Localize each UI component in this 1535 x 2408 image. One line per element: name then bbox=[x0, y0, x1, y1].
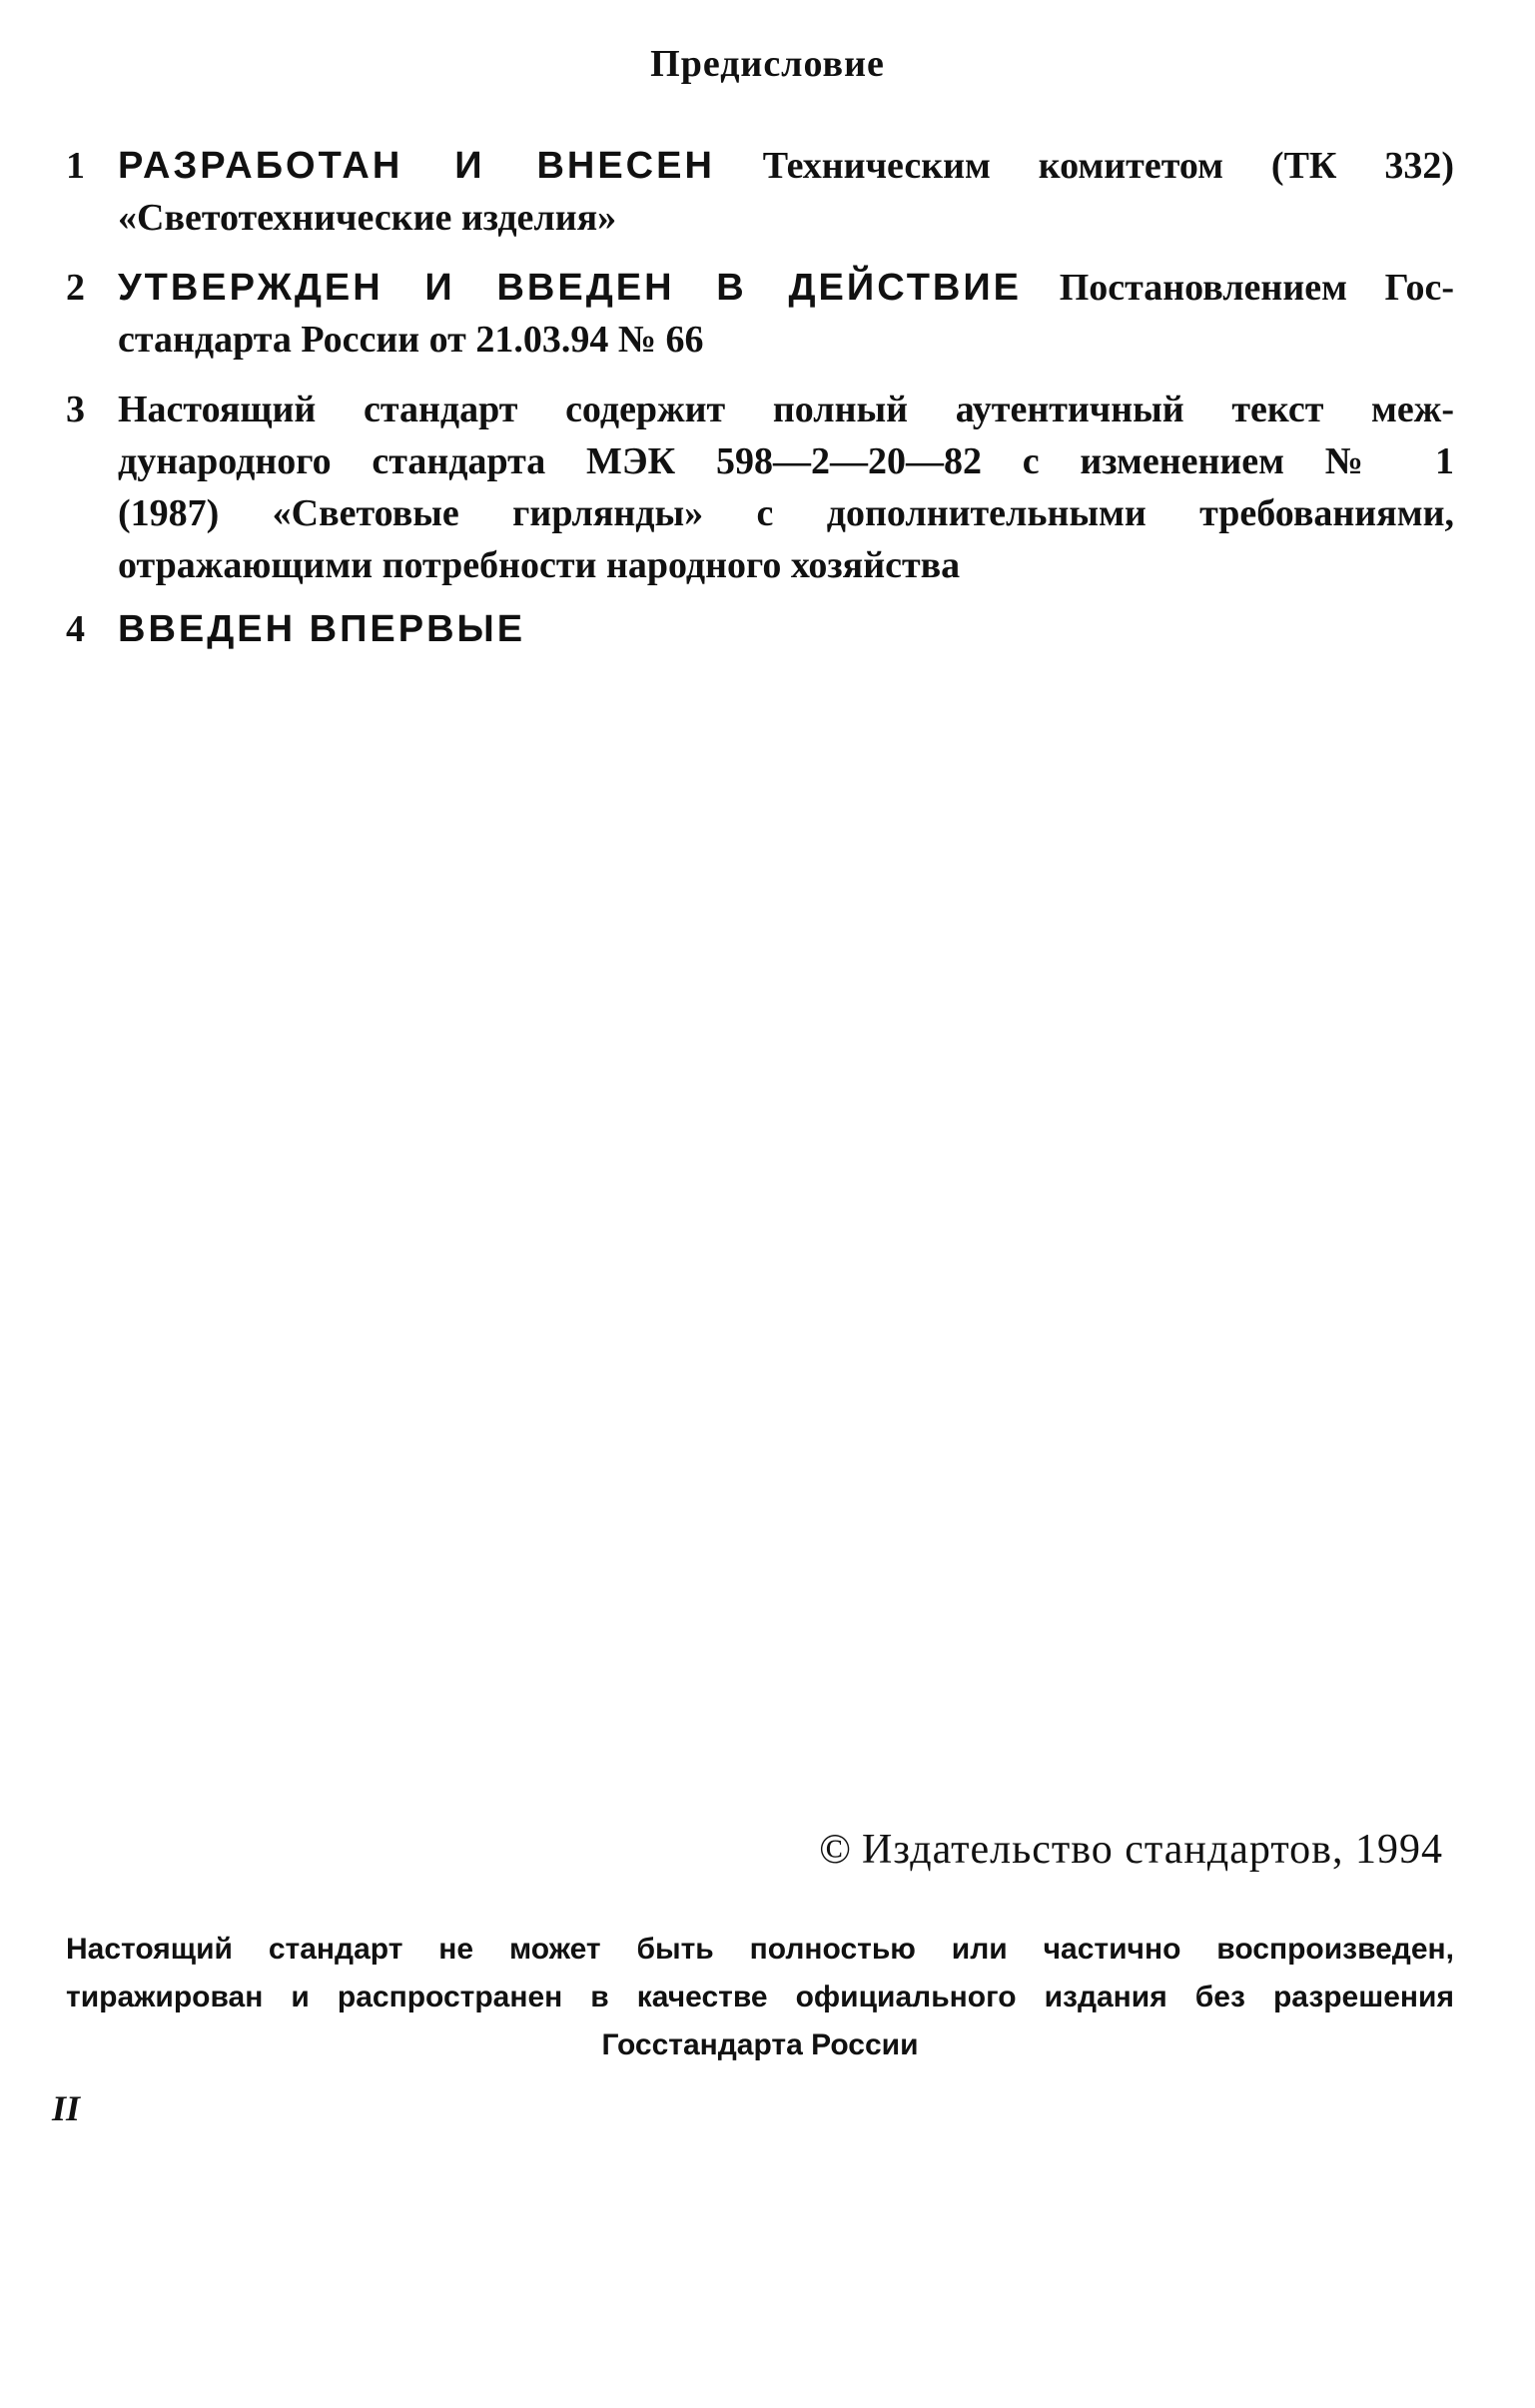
copyright-line bbox=[819, 1826, 1443, 1874]
item-line: «Светотехнические изделия» bbox=[118, 197, 617, 239]
copyright-text: Издательство стандартов, 1994 bbox=[862, 1827, 1443, 1873]
item-line bbox=[118, 140, 1454, 192]
list-item-3 bbox=[66, 384, 1454, 591]
item-line: (1987) «Световые гирлянды» с дополнительными требованиями, bbox=[118, 492, 1454, 534]
notice-line: Госстандарта России bbox=[601, 2028, 919, 2061]
item-body bbox=[118, 603, 1454, 655]
list-item-1 bbox=[66, 140, 1454, 244]
item-line bbox=[118, 262, 1454, 314]
page-title: Предисловие bbox=[650, 43, 885, 85]
item-number: 1 bbox=[66, 145, 85, 187]
reproduction-notice bbox=[66, 1926, 1454, 2069]
copyright-icon: © bbox=[819, 1827, 853, 1873]
notice-line: тиражирован и распространен в качестве официального издания без разрешения bbox=[66, 1981, 1454, 2013]
item-line bbox=[118, 603, 1454, 655]
item-body bbox=[118, 140, 1454, 244]
list-item-2 bbox=[66, 262, 1454, 366]
item-body bbox=[118, 384, 1454, 591]
item-text: Постановлением Гос- bbox=[1022, 267, 1454, 309]
page-number: II bbox=[52, 2088, 81, 2128]
item-number: 3 bbox=[66, 389, 85, 430]
item-line: Настоящий стандарт содержит полный аутентичный текст меж- bbox=[118, 389, 1454, 430]
item-caps-text: ВВЕДЕН ВПЕРВЫЕ bbox=[118, 608, 526, 650]
item-line: стандарта России от 21.03.94 № 66 bbox=[118, 319, 704, 361]
item-caps-text: УТВЕРЖДЕН И ВВЕДЕН В ДЕЙСТВИЕ bbox=[118, 267, 1023, 309]
item-text: Техническим комитетом (ТК 332) bbox=[714, 145, 1454, 187]
item-number: 4 bbox=[66, 608, 85, 650]
item-body bbox=[118, 262, 1454, 366]
list-item-4 bbox=[66, 603, 1454, 655]
item-number: 2 bbox=[66, 267, 85, 309]
item-line: отражающими потребности народного хозяйства bbox=[118, 544, 961, 586]
item-line: дународного стандарта МЭК 598—2—20—82 с изменением № 1 bbox=[118, 440, 1454, 482]
item-caps-text: РАЗРАБОТАН И ВНЕСЕН bbox=[118, 145, 715, 187]
notice-line: Настоящий стандарт не может быть полностью или частично воспроизведен, bbox=[66, 1933, 1454, 1966]
